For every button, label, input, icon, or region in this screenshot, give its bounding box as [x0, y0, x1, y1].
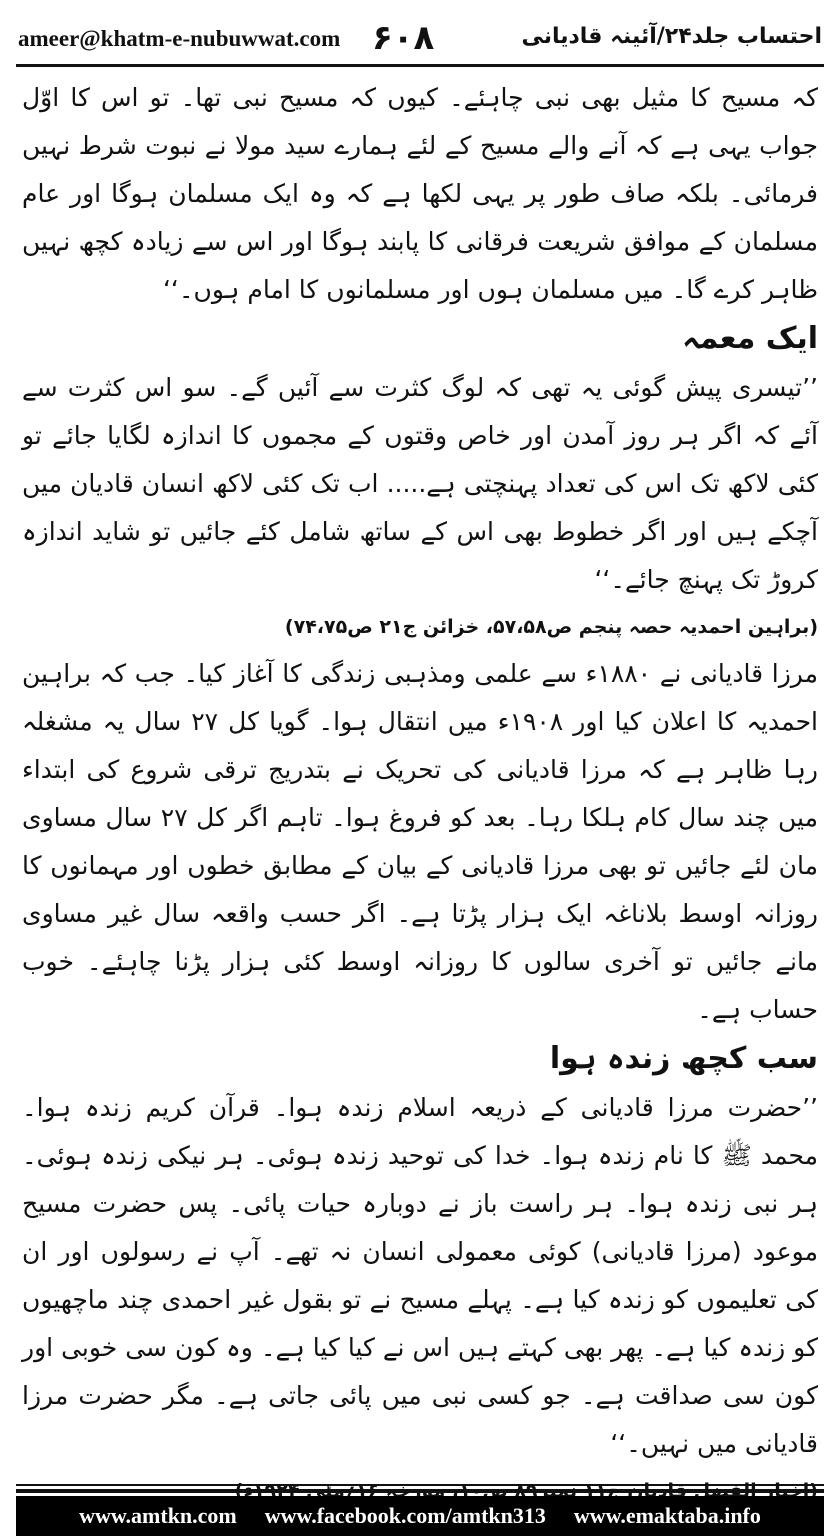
page-number: ۶۰۸ [372, 18, 435, 58]
footer-link-amtkn[interactable]: www.amtkn.com [79, 1503, 237, 1528]
page-content [22, 74, 818, 1514]
heading-sab-kuch-zinda-hua: سب کچھ زندہ ہوا [549, 1041, 818, 1076]
paragraph-4: ’’حضرت مرزا قادیانی کے ذریعہ اسلام زندہ ہوا۔ قرآن کریم زندہ ہوا۔ محمد ﷺ کا نام زندہ ہوا۔ خدا کی توحید زندہ ہوئی۔ ہر نیکی زندہ ہوئی۔ ہر نبی زندہ ہوا۔ ہر راست باز نے دوبارہ حیات پائی۔ پس حضرت مسیح موعود (مرزا قادیانی) کوئی معمولی انسان نہ تھے۔ آپ نے رسولوں اور ان کی تعلیموں کو زندہ کیا ہے۔ پہلے مسیح نے تو بقول غیر احمدی چند ماچھیوں کو زندہ کیا ہے۔ پھر بھی کہتے ہیں اس نے کیا کیا ہے۔ وہ کون سی خوبی اور کون سی صداقت ہے۔ جو کسی نبی میں پائی جاتی ہے۔ مگر حضرت مرزا قادیانی میں نہیں۔‘‘ [22, 1093, 818, 1458]
footer-rule-thick [16, 1489, 824, 1493]
footer-bar [16, 1496, 824, 1536]
header-rule [16, 64, 824, 67]
page-header [16, 18, 824, 64]
footer-link-facebook[interactable]: www.facebook.com/amtkn313 [264, 1503, 546, 1528]
paragraph-1: کہ مسیح کا مثیل بھی نبی چاہئے۔ کیوں کہ مسیح نبی تھا۔ تو اس کا اوّل جواب یہی ہے کہ آنے والے مسیح کے لئے ہمارے سید مولا نے نبوت شرط نہیں فرمائی۔ بلکہ صاف طور پر یہی لکھا ہے کہ وہ ایک مسلمان ہوگا اور عام مسلمان کے موافق شریعت فرقانی کا پابند ہوگا اور اس سے زیادہ کچھ نہیں ظاہر کرے گا۔ میں مسلمان ہوں اور مسلمانوں کا امام ہوں۔‘‘ [22, 83, 818, 304]
header-email: ameer@khatm-e-nubuwwat.com [18, 26, 341, 51]
book-title: احتساب جلد۲۴/آئینہ قادیانی [521, 24, 822, 49]
heading-ek-muamma: ایک معمہ [682, 321, 818, 356]
paragraph-2: ’’تیسری پیش گوئی یہ تھی کہ لوگ کثرت سے آئیں گے۔ سو اس کثرت سے آئے کہ اگر ہر روز آمدن اور خاص وقتوں کے مجموں کا اندازہ لگایا جائے تو کئی لاکھ تک اس کی تعداد پہنچتی ہے..... اب تک کئی لاکھ انسان قادیان میں آچکے ہیں اور اگر خطوط بھی اس کے ساتھ شامل کئے جائیں تو شاید اندازہ کروڑ تک پہنچ جائے۔‘‘ [22, 373, 818, 594]
reference-1: (براہین احمدیہ حصہ پنجم ص۵۷،۵۸، خزائن ج۲۱ ص۷۴،۷۵) [284, 616, 818, 638]
footer-rule-thin [16, 1484, 824, 1486]
paragraph-3: مرزا قادیانی نے ۱۸۸۰ء سے علمی ومذہبی زندگی کا آغاز کیا۔ جب کہ براہین احمدیہ کا اعلان کیا اور ۱۹۰۸ء میں انتقال ہوا۔ گویا کل ۲۷ سال یہ مشغلہ رہا ظاہر ہے کہ مرزا قادیانی کی تحریک نے بتدریج ترقی شروع کی ابتداء میں چند سال کام ہلکا رہا۔ بعد کو فروغ ہوا۔ تاہم اگر کل ۲۷ سال مساوی مان لئے جائیں تو بھی مرزا قادیانی کے بیان کے مطابق خطوں اور مہمانوں کا روزانہ اوسط بلاناغہ ایک ہزار پڑتا ہے۔ اگر حسب واقعہ سال غیر مساوی مانے جائیں تو آخری سالوں کا روزانہ اوسط کئی ہزار پڑنا چاہئے۔ خوب حساب ہے۔ [22, 659, 818, 1024]
footer-link-emaktaba[interactable]: www.emaktaba.info [573, 1503, 761, 1528]
